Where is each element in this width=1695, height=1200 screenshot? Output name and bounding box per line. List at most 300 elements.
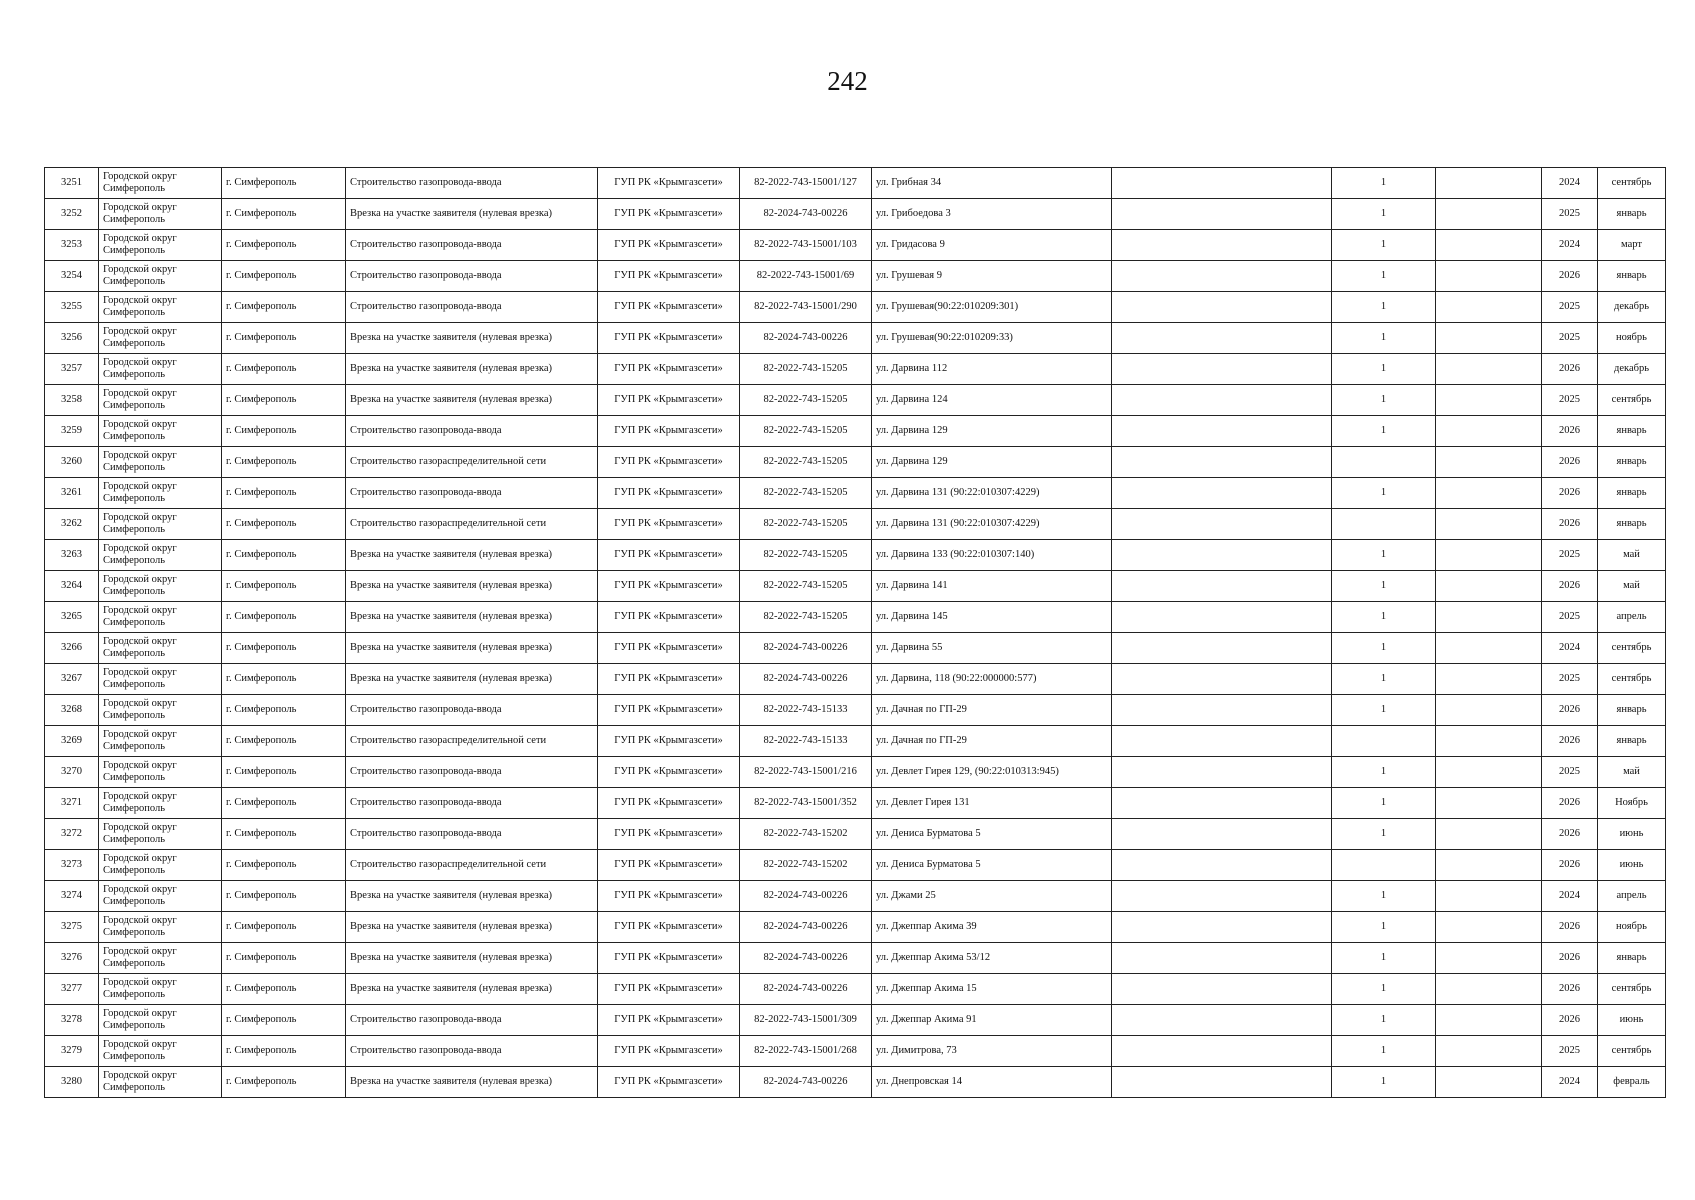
- city-cell: г. Симферополь: [222, 974, 346, 1005]
- work-type-cell: Строительство газопровода-ввода: [346, 416, 598, 447]
- empty-cell: [1436, 447, 1542, 478]
- row-number: 3265: [45, 602, 99, 633]
- empty-cell: [1112, 1036, 1332, 1067]
- quantity-cell: 1: [1332, 168, 1436, 199]
- city-cell: г. Симферополь: [222, 943, 346, 974]
- empty-cell: [1112, 323, 1332, 354]
- address-cell: ул. Грибоедова 3: [872, 199, 1112, 230]
- year-cell: 2024: [1542, 168, 1598, 199]
- quantity-cell: 1: [1332, 757, 1436, 788]
- work-type-cell: Врезка на участке заявителя (нулевая врезка): [346, 974, 598, 1005]
- empty-cell: [1436, 230, 1542, 261]
- year-cell: 2026: [1542, 850, 1598, 881]
- organization-cell: ГУП РК «Крымгазсети»: [598, 199, 740, 230]
- table-row: [45, 1067, 1666, 1098]
- quantity-cell: [1332, 850, 1436, 881]
- month-cell: декабрь: [1598, 292, 1666, 323]
- city-cell: г. Симферополь: [222, 199, 346, 230]
- empty-cell: [1436, 912, 1542, 943]
- year-cell: 2026: [1542, 788, 1598, 819]
- quantity-cell: 1: [1332, 540, 1436, 571]
- quantity-cell: 1: [1332, 1067, 1436, 1098]
- district-cell: Городской округ Симферополь: [99, 695, 222, 726]
- work-type-cell: Строительство газопровода-ввода: [346, 757, 598, 788]
- empty-cell: [1112, 416, 1332, 447]
- registry-body: [45, 168, 1666, 1098]
- row-number: 3274: [45, 881, 99, 912]
- organization-cell: ГУП РК «Крымгазсети»: [598, 540, 740, 571]
- empty-cell: [1112, 230, 1332, 261]
- empty-cell: [1112, 664, 1332, 695]
- district-cell: Городской округ Симферополь: [99, 1005, 222, 1036]
- empty-cell: [1436, 540, 1542, 571]
- row-number: 3257: [45, 354, 99, 385]
- contract-number-cell: 82-2024-743-00226: [740, 1067, 872, 1098]
- city-cell: г. Симферополь: [222, 602, 346, 633]
- month-cell: сентябрь: [1598, 974, 1666, 1005]
- work-type-cell: Строительство газопровода-ввода: [346, 261, 598, 292]
- organization-cell: ГУП РК «Крымгазсети»: [598, 168, 740, 199]
- month-cell: сентябрь: [1598, 664, 1666, 695]
- empty-cell: [1112, 1067, 1332, 1098]
- city-cell: г. Симферополь: [222, 478, 346, 509]
- district-cell: Городской округ Симферополь: [99, 540, 222, 571]
- city-cell: г. Симферополь: [222, 788, 346, 819]
- city-cell: г. Симферополь: [222, 385, 346, 416]
- month-cell: май: [1598, 757, 1666, 788]
- quantity-cell: 1: [1332, 292, 1436, 323]
- contract-number-cell: 82-2024-743-00226: [740, 323, 872, 354]
- work-type-cell: Строительство газопровода-ввода: [346, 1005, 598, 1036]
- contract-number-cell: 82-2022-743-15202: [740, 819, 872, 850]
- year-cell: 2025: [1542, 292, 1598, 323]
- row-number: 3254: [45, 261, 99, 292]
- contract-number-cell: 82-2022-743-15001/127: [740, 168, 872, 199]
- quantity-cell: 1: [1332, 788, 1436, 819]
- city-cell: г. Симферополь: [222, 881, 346, 912]
- row-number: 3253: [45, 230, 99, 261]
- year-cell: 2026: [1542, 354, 1598, 385]
- empty-cell: [1112, 292, 1332, 323]
- empty-cell: [1112, 974, 1332, 1005]
- month-cell: май: [1598, 540, 1666, 571]
- district-cell: Городской округ Симферополь: [99, 261, 222, 292]
- month-cell: июнь: [1598, 1005, 1666, 1036]
- row-number: 3252: [45, 199, 99, 230]
- district-cell: Городской округ Симферополь: [99, 602, 222, 633]
- district-cell: Городской округ Симферополь: [99, 447, 222, 478]
- year-cell: 2026: [1542, 695, 1598, 726]
- quantity-cell: 1: [1332, 912, 1436, 943]
- month-cell: январь: [1598, 943, 1666, 974]
- contract-number-cell: 82-2022-743-15001/268: [740, 1036, 872, 1067]
- quantity-cell: 1: [1332, 881, 1436, 912]
- registry-table: [44, 167, 1666, 1098]
- row-number: 3280: [45, 1067, 99, 1098]
- empty-cell: [1436, 1005, 1542, 1036]
- contract-number-cell: 82-2022-743-15001/69: [740, 261, 872, 292]
- table-row: [45, 664, 1666, 695]
- work-type-cell: Строительство газопровода-ввода: [346, 695, 598, 726]
- empty-cell: [1112, 757, 1332, 788]
- empty-cell: [1112, 695, 1332, 726]
- table-row: [45, 1036, 1666, 1067]
- quantity-cell: 1: [1332, 478, 1436, 509]
- empty-cell: [1436, 819, 1542, 850]
- contract-number-cell: 82-2024-743-00226: [740, 912, 872, 943]
- quantity-cell: 1: [1332, 199, 1436, 230]
- city-cell: г. Симферополь: [222, 1067, 346, 1098]
- empty-cell: [1112, 385, 1332, 416]
- empty-cell: [1436, 571, 1542, 602]
- empty-cell: [1112, 199, 1332, 230]
- year-cell: 2026: [1542, 478, 1598, 509]
- work-type-cell: Врезка на участке заявителя (нулевая врезка): [346, 943, 598, 974]
- work-type-cell: Строительство газопровода-ввода: [346, 788, 598, 819]
- city-cell: г. Симферополь: [222, 292, 346, 323]
- address-cell: ул. Девлет Гирея 131: [872, 788, 1112, 819]
- row-number: 3260: [45, 447, 99, 478]
- address-cell: ул. Дарвина 145: [872, 602, 1112, 633]
- year-cell: 2026: [1542, 447, 1598, 478]
- district-cell: Городской округ Симферополь: [99, 881, 222, 912]
- district-cell: Городской округ Симферополь: [99, 664, 222, 695]
- district-cell: Городской округ Симферополь: [99, 633, 222, 664]
- district-cell: Городской округ Симферополь: [99, 788, 222, 819]
- table-row: [45, 695, 1666, 726]
- address-cell: ул. Джеппар Акима 53/12: [872, 943, 1112, 974]
- empty-cell: [1112, 1005, 1332, 1036]
- quantity-cell: 1: [1332, 261, 1436, 292]
- year-cell: 2024: [1542, 230, 1598, 261]
- work-type-cell: Врезка на участке заявителя (нулевая врезка): [346, 881, 598, 912]
- month-cell: июнь: [1598, 850, 1666, 881]
- year-cell: 2025: [1542, 385, 1598, 416]
- contract-number-cell: 82-2022-743-15205: [740, 447, 872, 478]
- contract-number-cell: 82-2022-743-15205: [740, 385, 872, 416]
- month-cell: январь: [1598, 261, 1666, 292]
- contract-number-cell: 82-2022-743-15001/290: [740, 292, 872, 323]
- city-cell: г. Симферополь: [222, 323, 346, 354]
- quantity-cell: 1: [1332, 633, 1436, 664]
- quantity-cell: 1: [1332, 385, 1436, 416]
- district-cell: Городской округ Симферополь: [99, 292, 222, 323]
- year-cell: 2025: [1542, 1036, 1598, 1067]
- district-cell: Городской округ Симферополь: [99, 819, 222, 850]
- district-cell: Городской округ Симферополь: [99, 199, 222, 230]
- empty-cell: [1112, 850, 1332, 881]
- organization-cell: ГУП РК «Крымгазсети»: [598, 261, 740, 292]
- year-cell: 2026: [1542, 261, 1598, 292]
- empty-cell: [1112, 788, 1332, 819]
- district-cell: Городской округ Симферополь: [99, 726, 222, 757]
- row-number: 3262: [45, 509, 99, 540]
- organization-cell: ГУП РК «Крымгазсети»: [598, 757, 740, 788]
- empty-cell: [1112, 602, 1332, 633]
- address-cell: ул. Дениса Бурматова 5: [872, 850, 1112, 881]
- year-cell: 2024: [1542, 1067, 1598, 1098]
- organization-cell: ГУП РК «Крымгазсети»: [598, 509, 740, 540]
- empty-cell: [1112, 261, 1332, 292]
- empty-cell: [1436, 602, 1542, 633]
- quantity-cell: 1: [1332, 664, 1436, 695]
- quantity-cell: 1: [1332, 819, 1436, 850]
- month-cell: сентябрь: [1598, 385, 1666, 416]
- contract-number-cell: 82-2022-743-15001/216: [740, 757, 872, 788]
- quantity-cell: [1332, 447, 1436, 478]
- city-cell: г. Симферополь: [222, 819, 346, 850]
- work-type-cell: Строительство газопровода-ввода: [346, 292, 598, 323]
- city-cell: г. Симферополь: [222, 850, 346, 881]
- month-cell: январь: [1598, 447, 1666, 478]
- table-row: [45, 912, 1666, 943]
- table-row: [45, 819, 1666, 850]
- table-row: [45, 602, 1666, 633]
- organization-cell: ГУП РК «Крымгазсети»: [598, 912, 740, 943]
- work-type-cell: Строительство газораспределительной сети: [346, 447, 598, 478]
- district-cell: Городской округ Симферополь: [99, 1067, 222, 1098]
- year-cell: 2026: [1542, 416, 1598, 447]
- work-type-cell: Врезка на участке заявителя (нулевая врезка): [346, 385, 598, 416]
- row-number: 3279: [45, 1036, 99, 1067]
- month-cell: май: [1598, 571, 1666, 602]
- year-cell: 2025: [1542, 664, 1598, 695]
- table-row: [45, 354, 1666, 385]
- empty-cell: [1436, 323, 1542, 354]
- empty-cell: [1436, 788, 1542, 819]
- contract-number-cell: 82-2022-743-15133: [740, 726, 872, 757]
- month-cell: июнь: [1598, 819, 1666, 850]
- quantity-cell: 1: [1332, 695, 1436, 726]
- district-cell: Городской округ Симферополь: [99, 850, 222, 881]
- year-cell: 2025: [1542, 602, 1598, 633]
- contract-number-cell: 82-2022-743-15001/352: [740, 788, 872, 819]
- address-cell: ул. Грушевая(90:22:010209:301): [872, 292, 1112, 323]
- contract-number-cell: 82-2024-743-00226: [740, 943, 872, 974]
- contract-number-cell: 82-2022-743-15205: [740, 509, 872, 540]
- row-number: 3275: [45, 912, 99, 943]
- district-cell: Городской округ Симферополь: [99, 1036, 222, 1067]
- address-cell: ул. Девлет Гирея 129, (90:22:010313:945): [872, 757, 1112, 788]
- organization-cell: ГУП РК «Крымгазсети»: [598, 385, 740, 416]
- address-cell: ул. Дарвина 124: [872, 385, 1112, 416]
- quantity-cell: 1: [1332, 354, 1436, 385]
- empty-cell: [1436, 261, 1542, 292]
- city-cell: г. Симферополь: [222, 571, 346, 602]
- district-cell: Городской округ Симферополь: [99, 912, 222, 943]
- month-cell: март: [1598, 230, 1666, 261]
- year-cell: 2026: [1542, 571, 1598, 602]
- contract-number-cell: 82-2022-743-15205: [740, 478, 872, 509]
- address-cell: ул. Джами 25: [872, 881, 1112, 912]
- work-type-cell: Строительство газораспределительной сети: [346, 850, 598, 881]
- month-cell: сентябрь: [1598, 168, 1666, 199]
- empty-cell: [1436, 416, 1542, 447]
- work-type-cell: Врезка на участке заявителя (нулевая врезка): [346, 664, 598, 695]
- organization-cell: ГУП РК «Крымгазсети»: [598, 354, 740, 385]
- table-row: [45, 199, 1666, 230]
- empty-cell: [1112, 354, 1332, 385]
- table-row: [45, 943, 1666, 974]
- contract-number-cell: 82-2024-743-00226: [740, 199, 872, 230]
- empty-cell: [1112, 571, 1332, 602]
- work-type-cell: Строительство газопровода-ввода: [346, 478, 598, 509]
- organization-cell: ГУП РК «Крымгазсети»: [598, 788, 740, 819]
- address-cell: ул. Дарвина 55: [872, 633, 1112, 664]
- address-cell: ул. Димитрова, 73: [872, 1036, 1112, 1067]
- district-cell: Городской округ Симферополь: [99, 478, 222, 509]
- work-type-cell: Врезка на участке заявителя (нулевая врезка): [346, 633, 598, 664]
- organization-cell: ГУП РК «Крымгазсети»: [598, 881, 740, 912]
- row-number: 3271: [45, 788, 99, 819]
- contract-number-cell: 82-2022-743-15001/309: [740, 1005, 872, 1036]
- year-cell: 2025: [1542, 757, 1598, 788]
- empty-cell: [1436, 943, 1542, 974]
- work-type-cell: Врезка на участке заявителя (нулевая врезка): [346, 912, 598, 943]
- contract-number-cell: 82-2022-743-15205: [740, 354, 872, 385]
- empty-cell: [1436, 664, 1542, 695]
- contract-number-cell: 82-2022-743-15205: [740, 602, 872, 633]
- work-type-cell: Строительство газораспределительной сети: [346, 726, 598, 757]
- contract-number-cell: 82-2022-743-15202: [740, 850, 872, 881]
- empty-cell: [1436, 850, 1542, 881]
- year-cell: 2026: [1542, 912, 1598, 943]
- work-type-cell: Строительство газопровода-ввода: [346, 168, 598, 199]
- work-type-cell: Строительство газораспределительной сети: [346, 509, 598, 540]
- district-cell: Городской округ Симферополь: [99, 230, 222, 261]
- empty-cell: [1112, 633, 1332, 664]
- row-number: 3264: [45, 571, 99, 602]
- year-cell: 2026: [1542, 509, 1598, 540]
- month-cell: январь: [1598, 695, 1666, 726]
- empty-cell: [1112, 478, 1332, 509]
- organization-cell: ГУП РК «Крымгазсети»: [598, 447, 740, 478]
- organization-cell: ГУП РК «Крымгазсети»: [598, 943, 740, 974]
- quantity-cell: 1: [1332, 602, 1436, 633]
- work-type-cell: Строительство газопровода-ввода: [346, 819, 598, 850]
- year-cell: 2025: [1542, 199, 1598, 230]
- row-number: 3251: [45, 168, 99, 199]
- empty-cell: [1436, 292, 1542, 323]
- address-cell: ул. Дарвина 112: [872, 354, 1112, 385]
- contract-number-cell: 82-2022-743-15001/103: [740, 230, 872, 261]
- quantity-cell: 1: [1332, 1005, 1436, 1036]
- empty-cell: [1112, 168, 1332, 199]
- table-row: [45, 974, 1666, 1005]
- empty-cell: [1436, 695, 1542, 726]
- address-cell: ул. Дарвина 141: [872, 571, 1112, 602]
- empty-cell: [1112, 819, 1332, 850]
- city-cell: г. Симферополь: [222, 1005, 346, 1036]
- row-number: 3258: [45, 385, 99, 416]
- organization-cell: ГУП РК «Крымгазсети»: [598, 695, 740, 726]
- address-cell: ул. Дачная по ГП-29: [872, 695, 1112, 726]
- empty-cell: [1436, 354, 1542, 385]
- row-number: 3256: [45, 323, 99, 354]
- row-number: 3268: [45, 695, 99, 726]
- quantity-cell: [1332, 509, 1436, 540]
- month-cell: апрель: [1598, 602, 1666, 633]
- empty-cell: [1436, 974, 1542, 1005]
- address-cell: ул. Дарвина 129: [872, 447, 1112, 478]
- quantity-cell: 1: [1332, 571, 1436, 602]
- contract-number-cell: 82-2024-743-00226: [740, 633, 872, 664]
- work-type-cell: Врезка на участке заявителя (нулевая врезка): [346, 199, 598, 230]
- city-cell: г. Симферополь: [222, 168, 346, 199]
- work-type-cell: Врезка на участке заявителя (нулевая врезка): [346, 602, 598, 633]
- month-cell: декабрь: [1598, 354, 1666, 385]
- contract-number-cell: 82-2022-743-15205: [740, 416, 872, 447]
- city-cell: г. Симферополь: [222, 230, 346, 261]
- month-cell: ноябрь: [1598, 323, 1666, 354]
- empty-cell: [1436, 1036, 1542, 1067]
- address-cell: ул. Грибная 34: [872, 168, 1112, 199]
- city-cell: г. Симферополь: [222, 1036, 346, 1067]
- table-row: [45, 478, 1666, 509]
- quantity-cell: 1: [1332, 416, 1436, 447]
- month-cell: сентябрь: [1598, 1036, 1666, 1067]
- empty-cell: [1436, 757, 1542, 788]
- empty-cell: [1436, 168, 1542, 199]
- empty-cell: [1112, 912, 1332, 943]
- row-number: 3255: [45, 292, 99, 323]
- organization-cell: ГУП РК «Крымгазсети»: [598, 1005, 740, 1036]
- district-cell: Городской округ Симферополь: [99, 974, 222, 1005]
- row-number: 3266: [45, 633, 99, 664]
- city-cell: г. Симферополь: [222, 726, 346, 757]
- table-row: [45, 788, 1666, 819]
- address-cell: ул. Дарвина 129: [872, 416, 1112, 447]
- district-cell: Городской округ Симферополь: [99, 943, 222, 974]
- address-cell: ул. Дениса Бурматова 5: [872, 819, 1112, 850]
- contract-number-cell: 82-2024-743-00226: [740, 664, 872, 695]
- city-cell: г. Симферополь: [222, 354, 346, 385]
- row-number: 3269: [45, 726, 99, 757]
- empty-cell: [1436, 509, 1542, 540]
- organization-cell: ГУП РК «Крымгазсети»: [598, 633, 740, 664]
- quantity-cell: [1332, 726, 1436, 757]
- quantity-cell: 1: [1332, 943, 1436, 974]
- year-cell: 2024: [1542, 633, 1598, 664]
- table-row: [45, 447, 1666, 478]
- year-cell: 2026: [1542, 943, 1598, 974]
- year-cell: 2026: [1542, 726, 1598, 757]
- year-cell: 2025: [1542, 323, 1598, 354]
- row-number: 3277: [45, 974, 99, 1005]
- district-cell: Городской округ Симферополь: [99, 757, 222, 788]
- district-cell: Городской округ Симферополь: [99, 354, 222, 385]
- district-cell: Городской округ Симферополь: [99, 509, 222, 540]
- address-cell: ул. Грушевая 9: [872, 261, 1112, 292]
- table-row: [45, 416, 1666, 447]
- empty-cell: [1436, 385, 1542, 416]
- quantity-cell: 1: [1332, 974, 1436, 1005]
- city-cell: г. Симферополь: [222, 664, 346, 695]
- row-number: 3276: [45, 943, 99, 974]
- contract-number-cell: 82-2024-743-00226: [740, 974, 872, 1005]
- table-row: [45, 292, 1666, 323]
- row-number: 3261: [45, 478, 99, 509]
- city-cell: г. Симферополь: [222, 509, 346, 540]
- table-row: [45, 850, 1666, 881]
- organization-cell: ГУП РК «Крымгазсети»: [598, 726, 740, 757]
- table-row: [45, 1005, 1666, 1036]
- work-type-cell: Врезка на участке заявителя (нулевая врезка): [346, 540, 598, 571]
- district-cell: Городской округ Симферополь: [99, 571, 222, 602]
- address-cell: ул. Джеппар Акима 91: [872, 1005, 1112, 1036]
- city-cell: г. Симферополь: [222, 757, 346, 788]
- table-row: [45, 323, 1666, 354]
